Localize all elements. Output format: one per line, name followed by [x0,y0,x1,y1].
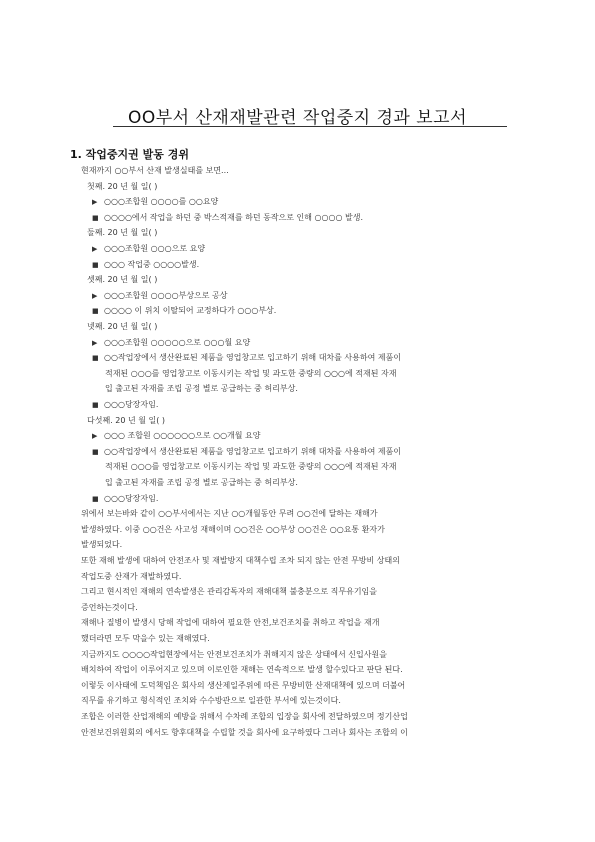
body-line [81,681,405,691]
body-line [92,244,205,254]
body-line [81,572,181,582]
document-title: OO부서 산재재발관련 작업중지 경과 보고서 [127,108,468,128]
body-line-text: 적재된 ○○○를 영업창고로 이동시키는 작업 및 과도한 중량의 ○○○에 적재된 자재 [105,462,397,472]
body-line [81,166,229,176]
body-line [87,416,165,426]
body-line-text: 다섯째. 20 년 월 일( ) [87,415,166,425]
body-line [81,556,400,566]
body-line-text: ○○○당장자임. [104,400,159,409]
body-line-text: 발생하였다. 이중 ○○건은 사고성 재해이며 ○○건은 ○○부상 ○○건은 ○○요통 환자가 [81,524,385,534]
body-line [92,431,261,441]
triangle-bullet-icon: ▶ [92,198,98,207]
body-line-text: 배치하여 작업이 이루어지고 있으며 이로인한 재해는 연속적으로 발생 할수있다고 판단 된다. [81,665,403,675]
body-line-text: 했더라면 모두 막을수 있는 재해였다. [81,634,210,643]
body-line-text: ○○○조합원 ○○○○를 ○○요양 [104,197,219,207]
body-line [81,509,378,519]
body-line [81,650,387,660]
body-line [87,228,157,238]
triangle-bullet-icon: ▶ [92,432,98,441]
body-line [105,384,298,394]
body-line [92,447,401,457]
body-line-text: ○○○당장자임. [104,493,159,503]
body-line [81,634,210,644]
body-line-text: 적재된 ○○○를 영업창고로 이동시키는 작업 및 과도한 중량의 ○○○에 적재된 자재 [105,368,397,378]
body-line-text: 이렇듯 이사태에 도덕책임은 회사의 생산제일주위에 따른 무방비한 산재대책에 있으며 더불어 [81,680,406,690]
body-line-text: 둘째. 20 년 월 일( ) [87,228,158,238]
body-line-text: 발생되었다. [81,540,123,550]
body-line-text: ○○○○ 이 위치 이탈되어 교정하다가 ○○○부상. [104,306,277,316]
body-line [92,494,158,504]
body-line-text: 그리고 현시적인 재해의 연속발생은 관리감독자의 재해대책 불충분으로 직무유기임을 [81,587,378,597]
body-line [81,525,385,535]
body-line [92,260,199,270]
body-line [81,696,341,706]
body-line [105,462,396,472]
section-heading: 1. 작업중지권 발동 경위 [70,148,189,161]
body-line-text: 넷째. 20 년 월 일( ) [87,322,158,331]
body-line [92,338,250,348]
body-line [81,712,408,722]
body-line [92,197,218,207]
body-line [81,665,403,675]
body-line [92,400,158,410]
square-bullet-icon: ■ [92,213,99,222]
body-line [92,306,276,316]
body-line [92,353,401,363]
body-line [81,618,379,628]
body-line-text: 현재까지 ○○부서 산재 발생실태를 보면... [81,166,229,175]
square-bullet-icon: ■ [92,307,99,316]
body-line-text: 조합은 이러한 산업재해의 예방을 위해서 수차례 조합의 입장을 회사에 전달하였으며 정기산업 [81,712,408,721]
body-line-text: 직무를 유기하고 형식적인 조치와 수수방관으로 일관한 부서에 있는것이다. [81,696,341,706]
body-line-text: ○○○조합원 ○○○○부상으로 공상 [104,290,228,300]
body-line-text: 안전보건위원회의 에서도 향후대책을 수립할 것을 회사에 요구하였다 그러나 회사는 조합의 이 [81,727,408,737]
body-line-text: 증언하는것이다. [81,602,138,612]
body-line-text: 재해나 질병이 발생시 당해 작업에 대하여 필요한 안전,보건조치를 취하고 작업을 재개 [81,618,380,628]
body-line-text: ○○작업장에서 생산완료된 제품을 영업창고로 입고하기 위해 대차를 사용하여 제품이 [104,353,402,363]
body-line-text: 입 출고된 자재를 조립 공정 별로 공급하는 중 허리부상. [105,384,298,394]
body-line-text: ○○○조합원 ○○○○○으로 ○○○월 요양 [104,337,251,347]
body-line [92,291,228,301]
square-bullet-icon: ■ [92,401,99,409]
body-line [87,322,157,332]
body-line-text: 또한 재해 발생에 대하여 안전조사 및 재발방지 대책수립 조차 되지 않는 안전 무방비 상태의 [81,556,400,565]
square-bullet-icon: ■ [92,447,99,456]
body-line-text: 셋째. 20 년 월 일( ) [87,275,158,285]
square-bullet-icon: ■ [92,260,99,269]
body-line-text: ○○○ 조합원 ○○○○○○으로 ○○개월 요양 [104,431,261,441]
body-line [87,275,157,285]
body-line-text: 입 출고된 자재를 조립 공정 별로 공급하는 중 허리부상. [105,478,298,487]
body-line [105,369,396,379]
body-line [81,587,377,597]
body-line [105,478,298,488]
body-line-text: 위에서 보는바와 같이 ○○부서에서는 지난 ○○개월동안 무려 ○○건에 달하는 재해가 [81,509,378,519]
body-line-text: ○○○조합원 ○○○으로 요양 [104,244,206,253]
triangle-bullet-icon: ▶ [92,338,98,347]
triangle-bullet-icon: ▶ [92,245,98,253]
body-line-text: ○○○○에서 작업을 하던 중 박스적재를 하던 동작으로 인해 ○○○○ 발생. [104,212,364,222]
body-line-text: ○○작업장에서 생산완료된 제품을 영업창고로 입고하기 위해 대차를 사용하여 제품이 [104,446,402,456]
square-bullet-icon: ■ [92,354,99,363]
triangle-bullet-icon: ▶ [92,291,98,300]
body-line-text: 지금까지도 ○○○○작업현장에서는 안전보건조치가 취해지지 않은 상태에서 신입사원을 [81,649,387,659]
body-line-text: 첫째. 20 년 월 일( ) [87,181,158,191]
body-line [81,728,408,738]
body-line [92,213,363,223]
title-underline [113,126,507,127]
body-line-text: 작업도중 산재가 재발하였다. [81,571,182,581]
body-line [87,182,157,192]
body-line [81,540,122,550]
body-line [81,603,138,613]
body-line-text: ○○○ 작업중 ○○○○발생. [104,259,200,269]
square-bullet-icon: ■ [92,494,99,503]
